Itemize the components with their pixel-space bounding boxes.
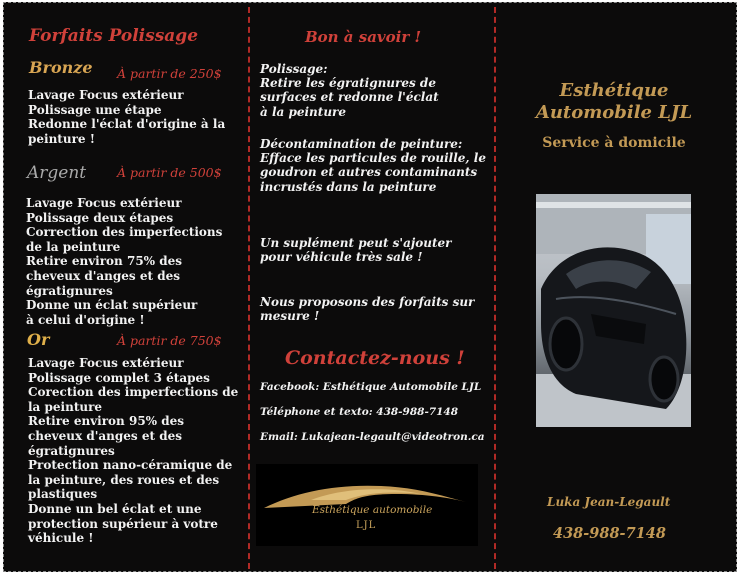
info-line: goudron et autres contaminants <box>260 165 478 180</box>
feature-line: Protection nano-céramique de <box>28 458 233 473</box>
tier-argent-name: Argent <box>27 163 87 183</box>
brand-line: Esthétique <box>559 80 669 101</box>
feature-line: cheveux d'anges et des <box>28 428 182 443</box>
custom-info <box>260 295 474 323</box>
feature-line: peinture ! <box>28 131 95 146</box>
facebook-link[interactable]: Facebook: Esthétique Automobile LJL <box>260 381 482 393</box>
packages-title: Forfaits Polissage <box>29 26 199 46</box>
feature-line: à celui d'origine ! <box>26 312 145 327</box>
feature-line: Donne un éclat supérieur <box>26 298 198 313</box>
phone-text: Téléphone et texto: 438-988-7148 <box>260 406 459 418</box>
feature-line: Lavage Focus extérieur <box>28 356 184 370</box>
feature-line: la peinture, des roues et des <box>28 472 220 487</box>
info-line: pour véhicule très sale ! <box>260 250 423 265</box>
feature-line: Corection des imperfections de <box>28 385 239 400</box>
brand-name <box>490 80 738 124</box>
feature-line: Polissage deux étapes <box>26 210 174 225</box>
info-line: à la peinture <box>260 104 346 119</box>
sports-car-image-icon <box>536 194 691 427</box>
feature-line: plastiques <box>28 487 98 502</box>
tier-bronze-price: À partir de 250$ <box>117 66 222 81</box>
info-title: Bon à savoir ! <box>305 28 422 46</box>
info-line: incrustés dans la peinture <box>260 179 437 194</box>
info-line: Efface les particules de rouille, le <box>260 151 486 166</box>
service-tagline: Service à domicile <box>542 135 686 151</box>
owner-name: Luka Jean-Legault <box>547 495 671 509</box>
feature-line: égratignures <box>28 443 115 458</box>
contact-title: Contactez-nous ! <box>285 347 465 369</box>
feature-line: Donne un bel éclat et une <box>28 501 202 516</box>
feature-line: la peinture <box>28 399 103 414</box>
feature-line: véhicule ! <box>28 531 94 546</box>
tier-or-name: Or <box>27 330 50 349</box>
feature-line: cheveux d'anges et des <box>26 268 180 283</box>
info-line: Un suplément peut s'ajouter <box>260 236 452 250</box>
tier-or-features <box>28 356 238 546</box>
info-line: Polissage: <box>260 62 328 76</box>
decontamination-info <box>260 137 486 194</box>
info-line: Nous proposons des forfaits sur <box>260 295 475 309</box>
email-link[interactable]: Email: Lukajean-legault@videotron.ca <box>260 431 485 443</box>
logo-text-line2: LJL <box>356 520 377 531</box>
tier-or-price: À partir de 750$ <box>117 333 222 348</box>
owner-phone[interactable]: 438-988-7148 <box>553 525 666 542</box>
feature-line: Redonne l'éclat d'origine à la <box>28 117 226 132</box>
feature-line: Retire environ 75% des <box>26 254 183 269</box>
info-line: mesure ! <box>260 309 320 324</box>
feature-line: Lavage Focus extérieur <box>26 196 182 210</box>
tier-bronze-features <box>28 88 225 146</box>
feature-line: Correction des imperfections <box>26 225 223 240</box>
feature-line: Polissage complet 3 étapes <box>28 370 210 385</box>
tier-bronze-name: Bronze <box>29 58 93 77</box>
feature-line: égratignures <box>26 283 113 298</box>
tier-argent-price: À partir de 500$ <box>117 165 222 180</box>
info-line: Décontamination de peinture: <box>260 137 463 151</box>
feature-line: Retire environ 95% des <box>28 414 185 429</box>
feature-line: Lavage Focus extérieur <box>28 88 184 102</box>
feature-line: Polissage une étape <box>28 102 162 117</box>
polissage-info <box>260 62 439 119</box>
supplement-info <box>260 236 451 264</box>
tier-argent-features <box>26 196 222 327</box>
company-logo <box>256 464 478 546</box>
logo-text-line1: Esthétique automobile <box>312 504 433 516</box>
fold-divider-left <box>248 7 250 569</box>
feature-line: protection supérieur à votre <box>28 516 218 531</box>
brand-line: Automobile LJL <box>535 102 693 123</box>
info-line: Retire les égratignures de <box>260 76 436 91</box>
info-line: surfaces et redonne l'éclat <box>260 90 439 105</box>
feature-line: de la peinture <box>26 239 121 254</box>
car-photo <box>536 194 691 427</box>
